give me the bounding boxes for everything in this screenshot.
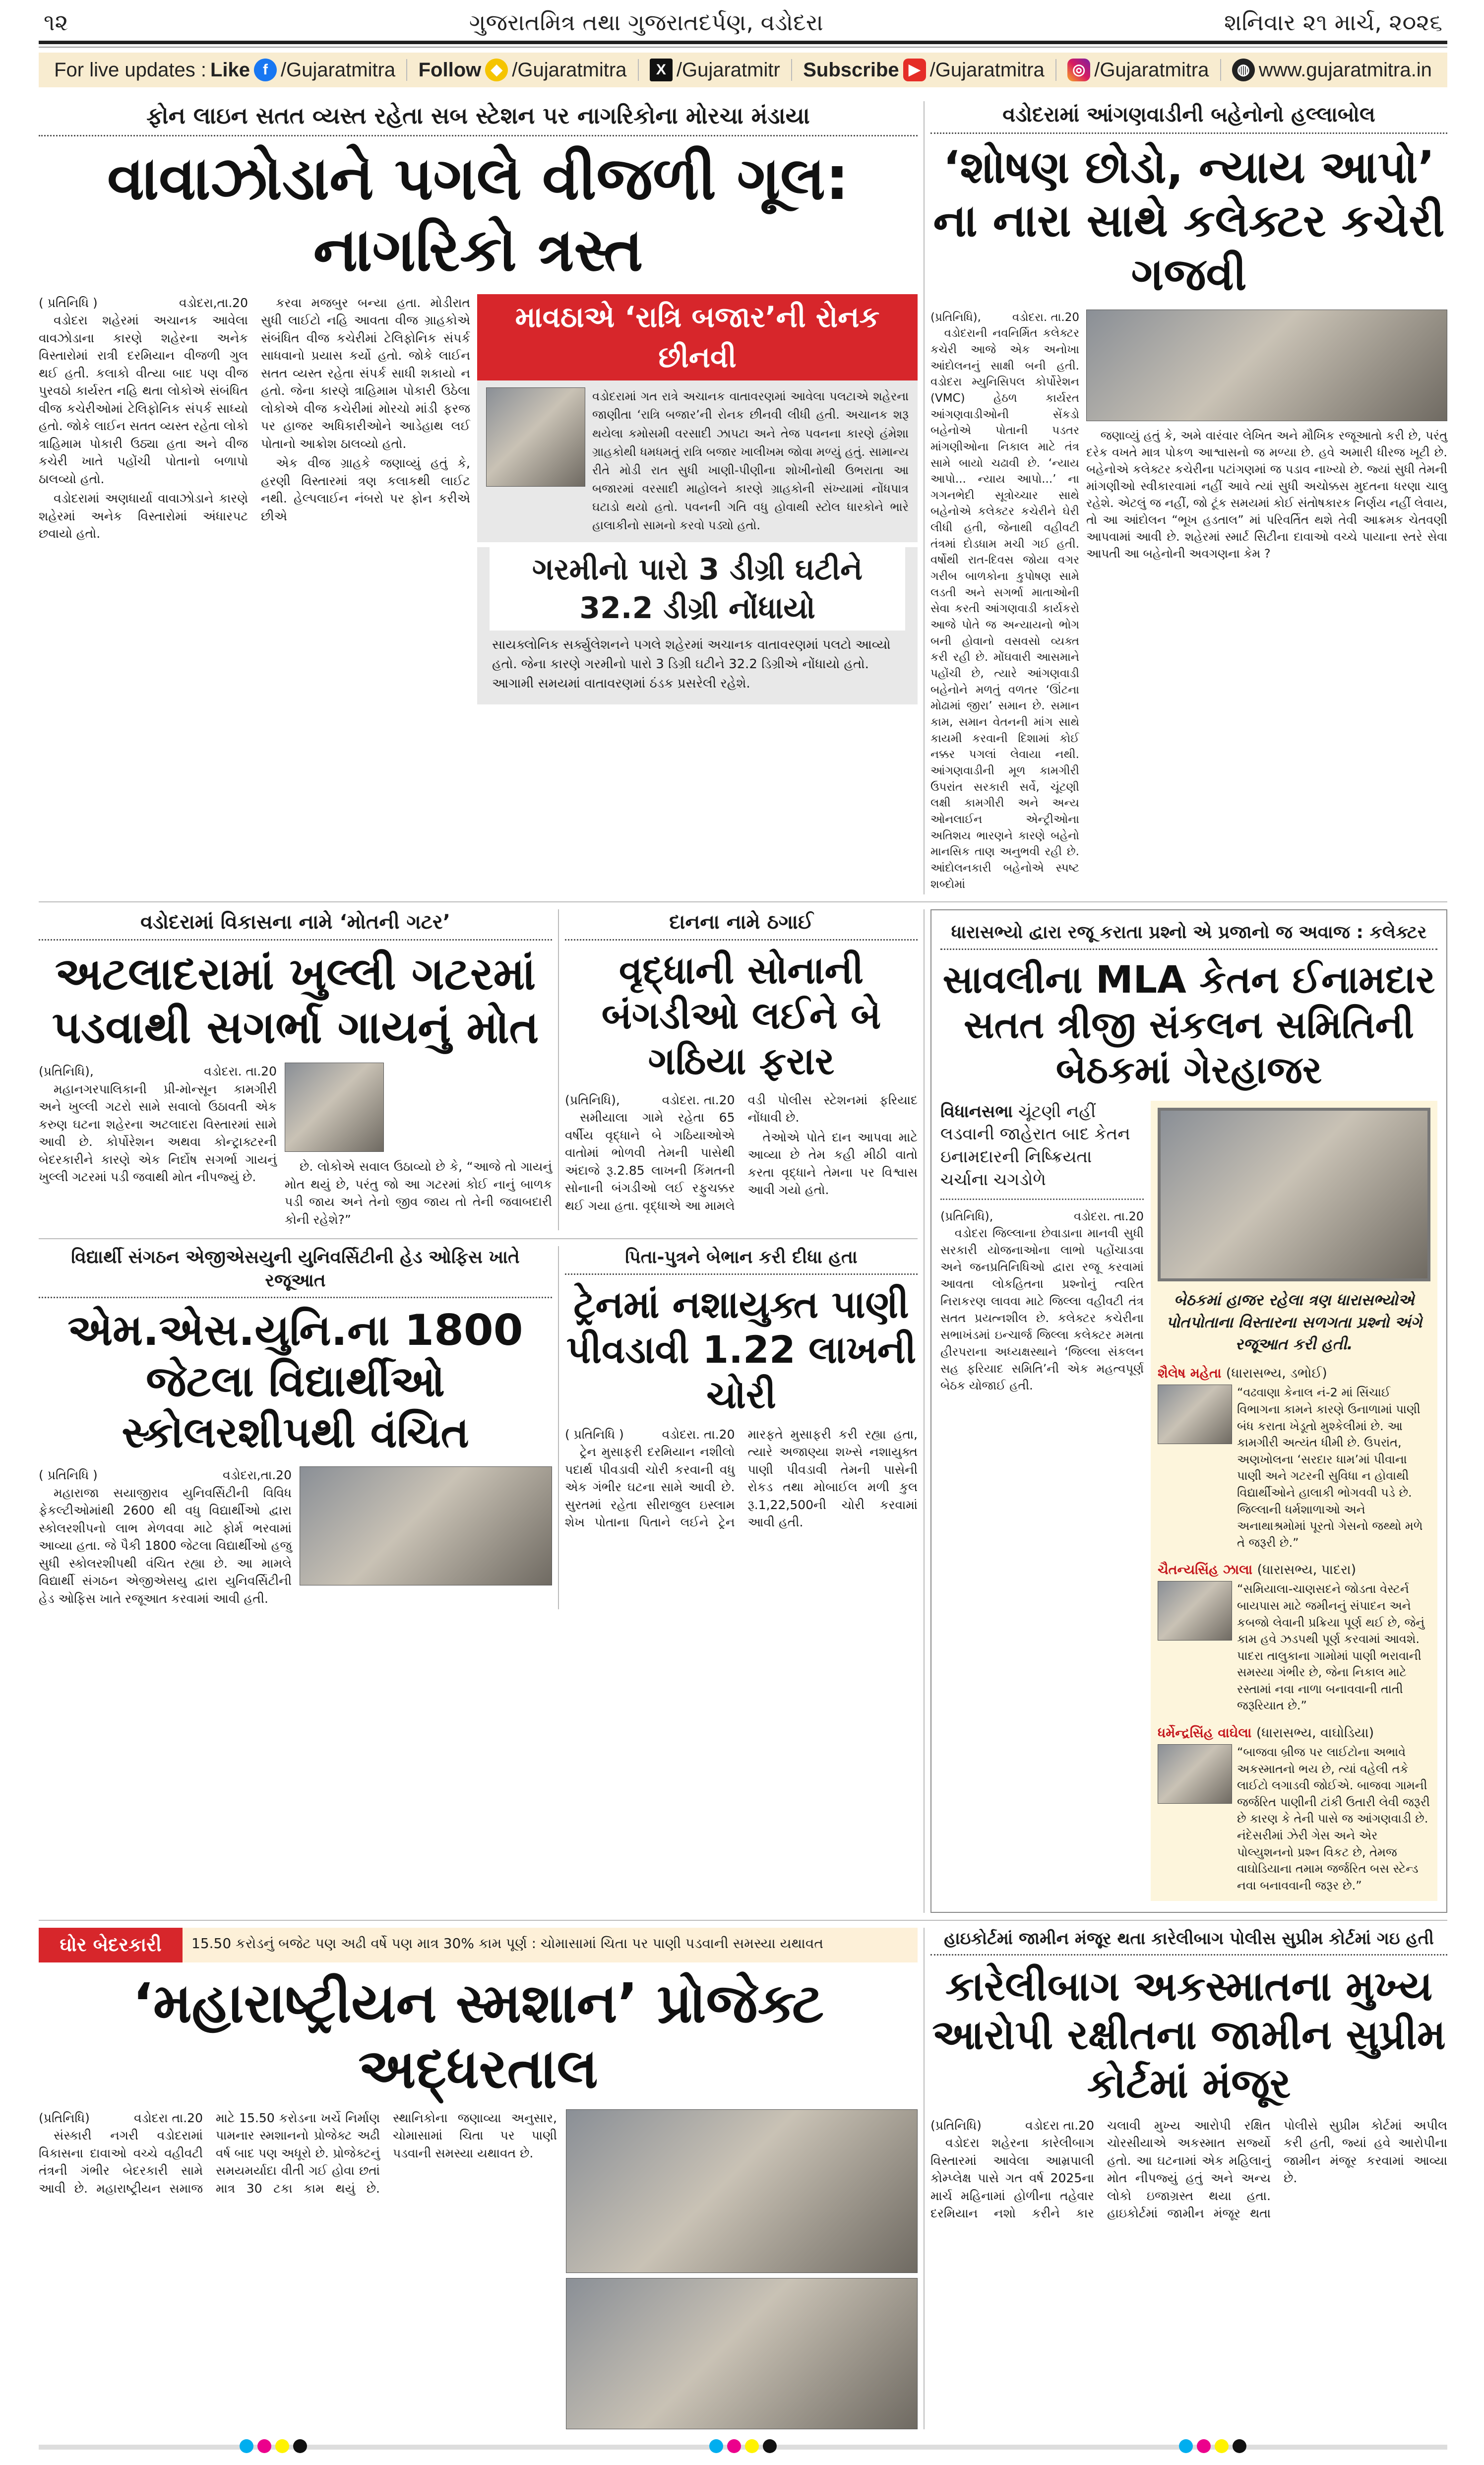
globe-icon: ◍	[1232, 59, 1255, 81]
byline: ( પ્રતિનિધિ )	[39, 295, 98, 310]
byline: (પ્રતિનિધિ)	[930, 2118, 982, 2133]
box-text: વડોદરામાં ગત રાત્રે અચાનક વાતાવરણમાં આવેલા પલટાએ શહેરના જાણીતા ‘રાત્રિ બજાર’ની રોનક છીનવી લીધી હતી. અચાનક શરૂ થયેલા કમોસમી વરસાદી ઝાપટા અને તેજ પવનના કારણે હંમેશા ગ્રાહકોથી ધમધમતું રાત્રિ બજાર ખાલીખમ જોવા મળ્યું હતું. સામાન્ય રીતે મોડી રાત સુધી ખાણી-પીણીના શોખીનોથી ઉભરાતા આ બજારમાં વરસાદી માહોલને કારણે ગ્રાહકોની સંખ્યામાં નોંધપાત્ર ઘટાડો થયો હતો. પવનની ગતિ વધુ હોવાથી સ્ટોલ ધારકોને ભારે હાલાકીનો સામનો કરવો પડ્યો હતો.	[592, 389, 909, 533]
live-updates-label: For live updates :	[54, 59, 206, 81]
mla-article-box	[930, 909, 1447, 1913]
anganwadi-right	[1086, 310, 1447, 895]
article-headline[interactable]: અટલાદરામાં ખુલ્લી ગટરમાં પડવાથી સગર્ભા ગાયનું મોત	[52, 948, 539, 1054]
article-body	[39, 294, 470, 704]
box-headline[interactable]: ગરમીનો પારો 3 ડીગ્રી ઘટીને 32.2 ડીગ્રી નોંધાયો	[490, 547, 905, 631]
x-icon: X	[650, 59, 673, 81]
article-headline[interactable]: ‘શોષણ છોડો, ન્યાય આપો’ ના નારા સાથે કલેક્ટર કચેરી ગજવી	[933, 141, 1445, 301]
column-divider	[924, 909, 925, 1913]
row-bottom	[39, 1920, 1447, 2429]
author-role: (ધારાસભ્ય, પાદરા)	[1257, 1562, 1357, 1578]
article-body	[930, 2117, 1447, 2222]
mla-portrait	[1158, 1744, 1232, 1804]
article-headline[interactable]: વૃદ્ધાની સોનાની બંગડીઓ લઈને બે ગઠિયા ફરાર	[601, 948, 881, 1083]
subhead-text: ચૂંટણી નહીં લડવાની જાહેરાત બાદ કેતન ઇનામદારની નિષ્ક્રિયતા ચર્ચાના ચગડોળે	[940, 1101, 1130, 1190]
byline: ( પ્રતિનિધિ )	[39, 1468, 98, 1483]
crematorium-article	[39, 1928, 918, 2429]
author-role: (ધારાસભ્ય, વાઘોડિયા)	[1256, 1725, 1374, 1741]
sewer-photo	[285, 1063, 384, 1152]
snapchat-link[interactable]	[419, 59, 627, 81]
byline: (પ્રતિનિધિ),	[39, 1064, 94, 1079]
meeting-photo	[1158, 1108, 1430, 1281]
mla-portrait	[1158, 1385, 1232, 1444]
article-body	[565, 1426, 918, 1532]
article-body	[1086, 427, 1447, 563]
article-kicker: ફોન લાઇન સતત વ્યસ્ત રહેતા સબ સ્ટેશન પર નાગરિકોના મોરચા મંડાયા	[39, 101, 918, 136]
article-strap: 15.50 કરોડનું બજેટ પણ અઢી વર્ષે પણ માત્ર 30% કામ પૂર્ણ : ચોમાસામાં ચિતા પર પાણી પડવાની સમસ્યા યથાવત	[183, 1928, 918, 1962]
snapchat-icon: ◆	[485, 59, 508, 81]
youtube-handle: /Gujaratmitra	[929, 59, 1045, 81]
msu-article	[39, 1246, 552, 1609]
dateline: વડોદરા,તા.20	[223, 1468, 292, 1483]
body-paragraph: સમીયાલા ગામે રહેતા 65 વર્ષીય વૃદ્ધાને બે ગઠિયાઓએ વાતોમાં ભોળવી તેમની પાસેથી અંદાજે રૂ.2.85 લાખની કિંમતની સોનાની બંગડીઓ લઈ રફુચક્કર થઈ ગયા હતા. વૃદ્ધાએ આ મામલે વડી પોલીસ સ્ટેશનમાં ફરિયાદ નોંધાવી છે.	[565, 1092, 918, 1213]
byline-row	[39, 1466, 292, 1484]
instagram-handle: /Gujaratmitra	[1094, 59, 1209, 81]
article-kicker: વિદ્યાર્થી સંગઠન એજીએસયુની યુનિવર્સિટીની હેડ ઓફિસ ખાતે રજૂઆત	[39, 1246, 552, 1298]
train-article	[565, 1246, 918, 1609]
quote-author	[1158, 1366, 1430, 1382]
middle-left	[39, 909, 918, 1913]
article-body	[39, 1063, 277, 1230]
quote-text: “સમિયાલા-ચાણસદને જોડતા વેસ્ટર્ન બાયપાસ માટે જમીનનું સંપાદન અને કબજો લેવાની પ્રક્રિયા પૂર્ણ થઈ છે, જેનું કામ હવે ઝડપથી પૂર્ણ કરવામાં આવશે. પાદરા તાલુકાના ગામોમાં પાણી ભરાવાની સમસ્યા ગંભીર છે, જેના નિકાલ માટે રસ્તામાં નવા નાળા બનાવવાની તાતી જરૂરિયાત છે.”	[1237, 1582, 1425, 1713]
body-paragraph: વડોદરા શહેરમાં અચાનક આવેલા વાવઝોડાના કારણે શહેરના અનેક વિસ્તારોમાં રાત્રી દરમિયાન વીજળી ગુલ થઈ હતી. કલાકો વીત્યા બાદ પણ વીજ પુરવઠો કાર્યરત નહિ થતા લોકોએ સંબંધિત વીજ કચેરીઓમાં ટેલિફોનિક સંપર્ક સાધ્યો હતો. જોકે લાઈન સતત વ્યસ્ત રહેતા લોકો ત્રાહિમામ પોકારી ઉઠ્યા હતા અને વીજ કચેરી ખાતે પહોંચી પોતાનો બળાપો ઠાલવ્યો હતો.	[39, 313, 248, 486]
night-market-photo	[486, 387, 585, 487]
byline-row	[930, 310, 1079, 326]
karelibaug-article	[930, 1928, 1447, 2429]
byline: (પ્રતિનિધિ),	[930, 311, 981, 324]
quote-item	[1158, 1562, 1430, 1714]
color-marks	[1177, 2439, 1248, 2455]
page-header	[39, 9, 1447, 41]
heat-box	[477, 547, 918, 704]
article-body	[930, 310, 1079, 895]
quote-text: “વઢવાણા કેનાલ નં-2 માં સિંચાઈ વિભાગના કામને કારણે ઉનાળામાં પાણી બંધ કરાતા ખેડૂતો મુશ્કેલીમાં છે. આ કામગીરી અત્યંત ધીમી છે. ઉપરાંત, અણખોલના ‘સરદાર ધામ’માં પીવાના પાણી અને ગટરની સુવિધા ન હોવાથી વિદ્યાર્થીઓને હાલાકી ભોગવવી પડે છે. જિલ્લાની ધર્મશાળાઓ અને અનાથાશ્રમોમાં પૂરતો ગેસનો જથ્થો મળે તે જરૂરી છે.”	[1237, 1386, 1423, 1550]
dateline: વડોદરા. તા.20	[204, 1064, 277, 1079]
crematorium-photos	[566, 2109, 918, 2429]
body-paragraph: કરવા મજબુર બન્યા હતા. મોડીરાત સુધી લાઈટો નહિ આવતા વીજ ગ્રાહકોએ સંબંધિત વીજ કચેરીમાં ટેલિફોનિક સંપર્ક સાધવાનો પ્રયાસ કર્યો હતો. જોકે લાઈન સતત વ્યસ્ત રહેતા સંપર્ક સાધી શકાયો ન હતો. જેના કારણે ત્રાહિમામ પોકારી ઉઠેલા લોકોએ વીજ કચેરીમાં મોરચો માંડી ફરજ પર હાજર અધિકારીઓને આડેહાથ લઈ પોતાનો આક્રોશ ઠાલવ્યો હતો.	[261, 295, 470, 451]
body-paragraph: ટ્રેન મુસાફરી દરમિયાન નશીલો પદાર્થ પીવડાવી ચોરી કરવાની વધુ એક ગંભીર ઘટના સામે આવી છે. સુરતમાં રહેતા સીરાજુલ ઇસ્લામ શેખ પોતાના પિતાને લઈને ટ્રેન મારફતે મુસાફરી કરી રહ્યા હતા, ત્યારે અજાણ્યા શખ્સે નશાયુક્ત પાણી પીવડાવી તેમની પાસેની રોકડ તથા મોબાઈલ મળી કુલ રૂ.1,22,500ની ચોરી કરવામાં આવી હતી.	[565, 1427, 918, 1530]
website-link[interactable]	[1232, 59, 1432, 81]
instagram-icon: ◎	[1067, 59, 1090, 81]
dateline: વડોદરા,તા.20	[179, 295, 248, 310]
column-divider	[924, 101, 925, 894]
subhead-bold: વિધાનસભા	[940, 1101, 1013, 1122]
article-headline[interactable]: સાવલીના MLA કેતન ઈનામદાર સતત ત્રીજી સંકલન સમિતિની બેઠકમાં ગેરહાજર	[942, 957, 1435, 1092]
quote-row	[1158, 1581, 1430, 1714]
byline: (પ્રતિનિધિ),	[940, 1209, 993, 1224]
website-url: www.gujaratmitra.in	[1258, 59, 1432, 81]
byline-row	[940, 1208, 1144, 1225]
quote-item	[1158, 1725, 1430, 1894]
row-top	[39, 94, 1447, 894]
page-number: ૧૨	[44, 9, 68, 36]
column-divider	[924, 1928, 925, 2429]
article-body	[39, 2109, 557, 2429]
subscribe-label: Subscribe	[803, 59, 899, 81]
box-content	[477, 380, 918, 535]
protest-photo	[1086, 310, 1447, 421]
article-body	[285, 1158, 552, 1228]
author-role: (ધારાસભ્ય, ડભોઈ)	[1226, 1366, 1327, 1382]
body-paragraph: મહારાજા સયાજીરાવ યુનિવર્સિટીની વિવિધ ફેકલ્ટીઓમાંથી 2600 થી વધુ વિદ્યાર્થીઓ દ્વારા સ્કોલરશીપનો લાભ મેળવવા માટે ફોર્મ ભરવામાં આવ્યા હતા. જે પૈકી 1800 જેટલા વિદ્યાર્થીઓ હજુ સુધી સ્કોલરશીપથી વંચિત રહ્યા છે. આ મામલે વિદ્યાર્થી સંગઠન એજીએસયુ દ્વારા યુનિવર્સિટીની હેડ ઓફિસ ખાતે રજૂઆત કરવામાં આવી હતી.	[39, 1485, 292, 1606]
crematorium-strap-row	[39, 1928, 918, 1962]
header-rule	[39, 41, 1447, 44]
divider	[791, 59, 792, 81]
atladara-right	[285, 1063, 552, 1230]
column-divider	[558, 909, 559, 1230]
issue-date: શનિવાર ૨૧ માર્ચ, ૨૦૨૬	[1224, 9, 1442, 36]
header-rule-thin	[39, 47, 1447, 48]
quote-text: “બાજવા બ્રીજ પર લાઈટોના અભાવે અકસ્માતનો ભય છે, ત્યાં વહેલી તકે લાઈટો લગાડવી જોઈએ. બાજવા ગામની જર્જરિત પાણીની ટાંકી ઉતારી લેવી જરૂરી છે કારણ કે તેની પાસે જ આંગણવાડી છે. નંદેસરીમાં ઝેરી ગેસ અને એર પોલ્યુશનનો પ્રશ્ન વિકટ છે, તેમજ વાઘોડિયાના તમામ જર્જરિત બસ સ્ટેન્ડ નવા બનાવવાની જરૂર છે.”	[1237, 1745, 1430, 1893]
dateline: વડોદરા તા.20	[1025, 2118, 1094, 2133]
quote-author	[1158, 1562, 1430, 1578]
x-link[interactable]	[650, 59, 780, 81]
dateline: વડોદરા. તા.20	[662, 1092, 735, 1107]
mla-sidebar	[1151, 1101, 1437, 1901]
bangles-article	[565, 909, 918, 1230]
article-kicker: હાઇકોર્ટમાં જામીન મંજૂર થતા કારેલીબાગ પોલીસ સુપ્રીમ કોર્ટમાં ગઇ હતી	[930, 1928, 1447, 1955]
publication-name: ગુજરાતમિત્ર તથા ગુજરાતદર્પણ, વડોદરા	[469, 9, 823, 36]
article-body	[565, 1091, 918, 1215]
byline-row	[39, 2109, 203, 2127]
body-paragraph: વડોદરા શહેરના કારેલીબાગ વિસ્તારમાં આવેલા આમ્રપાલી કોમ્પ્લેક્ષ પાસે ગત વર્ષ 2025ના માર્ચ મહિનામાં હોળીના તહેવાર દરમિયાન નશો કરીને કાર ચલાવી મુખ્ય આરોપી રક્ષિત ચોરસીયાએ અકસ્માત સર્જ્યો હતો. આ ઘટનામાં એક મહિલાનું મોત નીપજ્યું હતું અને અન્ય લોકો ઇજાગ્રસ્ત થયા હતા. હાઇકોર્ટમાં જામીન મંજૂર થતા પોલીસે સુપ્રીમ કોર્ટમાં અપીલ કરી હતી, જ્યાં હવે આરોપીના જામીન મંજૂર કરવામાં આવ્યા છે.	[930, 2118, 1447, 2221]
divider	[638, 59, 639, 81]
column-divider	[558, 1246, 559, 1609]
snapchat-handle: /Gujaratmitra	[512, 59, 627, 81]
body-paragraph: એક વીજ ગ્રાહકે જણાવ્યું હતું કે, હરણી વિસ્તારમાં ત્રણ કલાકથી લાઈટ નથી. હેલ્પલાઈન નંબરો પર ફોન કરીએ છીએ	[261, 456, 470, 523]
article-kicker: વડોદરામાં વિકાસના નામે ‘મોતની ગટર’	[39, 909, 552, 941]
article-headline[interactable]: ‘મહારાષ્ટ્રીયન સ્મશાન’ પ્રોજેક્ટ અદ્ધરતાલ	[132, 1971, 824, 2100]
divider	[1055, 59, 1056, 81]
divider	[1220, 59, 1221, 81]
facebook-link[interactable]	[54, 59, 395, 81]
registration-strip	[39, 2439, 1447, 2455]
body-paragraph: વડોદરાની નવનિર્મિત કલેક્ટર કચેરી આજે એક અનોખા આંદોલનનું સાક્ષી બની હતી. વડોદરા મ્યુનિસિપલ કોર્પોરેશન (VMC) હેઠળ કાર્યરત આંગણવાડીઓની સેંકડો બહેનોએ પોતાની પડતર માંગણીઓના નિકાલ માટે તંત્ર સામે બાયો ચઢાવી છે. ‘ન્યાય આપો... ન્યાય આપો...’ ના ગગનભેદી સૂત્રોચ્ચાર સાથે બહેનોએ કલેક્ટર કચેરીને ઘેરી લીધી હતી, જેનાથી વહીવટી તંત્રમાં દોડધામ મચી ગઈ હતી. વર્ષોથી રાત-દિવસ જોયા વગર ગરીબ બાળકોના કુપોષણ સામે લડતી અને સગર્ભા માતાઓની સેવા કરતી આંગણવાડી કાર્યકરો આજે પોતે જ અન્યાયનો ભોગ બની હોવાનો વસવસો વ્યક્ત કરી રહી છે. મોંઘવારી આસમાને પહોંચી છે, ત્યારે આંગણવાડી બહેનોને મળતું વળતર ‘ઊંટના મોઢામાં જીરા’ સમાન છે. સમાન કામ, સમાન વેતનની માંગ સાથે કાયમી કરવાની દિશામાં કોઈ નક્કર પગલાં લેવાયા નથી. આંગણવાડીની મૂળ કામગીરી ઉપરાંત સરકારી સર્વે, ચૂંટણી લક્ષી કામગીરી અને અન્ય ઓનલાઈન એન્ટ્રીઓના અતિશય ભારણને કારણે બહેનો માનસિક તાણ અનુભવી રહી છે. આંદોલનકારી બહેનોએ સ્પષ્ટ શબ્દોમાં	[930, 327, 1079, 891]
dateline: વડોદરા. તા.20	[1073, 1209, 1144, 1224]
body-paragraph: જણાવ્યું હતું કે, અમે વારંવાર લેખિત અને મૌખિક રજૂઆતો કરી છે, પરંતુ દરેક વખતે માત્ર પોકળ આશ્વાસનો જ મળ્યા છે. હવે અમારી ધીરજ ખૂટી છે. બહેનોએ કલેક્ટર કચેરીના પટાંગણમાં જ પડાવ નાખ્યો છે. જ્યાં સુધી તેમની માંગણીઓ સ્વીકારવામાં નહીં આવે ત્યાં સુધી અચોક્કસ મુદતના ધરણા ચાલુ રહેશે. એટલું જ નહીં, જો ટૂંક સમયમાં કોઈ સંતોષકારક નિર્ણય નહીં લેવાય, તો આ આંદોલન “ભૂખ હડતાલ” માં પરિવર્તિત થશે તેવી આક્રમક ચેતવણી આપવામાં આવી છે. શહેરમાં સ્માર્ટ સિટીના દાવાઓ વચ્ચે પાયાના સ્તરે સેવા આપતી આ બહેનોની અવગણના કેમ ?	[1086, 428, 1447, 561]
anganwadi-article	[930, 101, 1447, 894]
color-marks	[238, 2439, 309, 2455]
power-content	[39, 294, 918, 704]
facebook-icon: f	[254, 59, 277, 81]
students-photo	[300, 1466, 552, 1585]
byline: (પ્રતિનિધિ)	[39, 2110, 90, 2125]
crematorium-photo-1	[566, 2109, 918, 2273]
side-boxes	[477, 294, 918, 704]
body-paragraph: મહાનગરપાલિકાની પ્રી-મોન્સૂન કામગીરી અને ખુલ્લી ગટરો સામે સવાલો ઉઠાવતી એક કરુણ ઘટના શહેરના અટલાદરા વિસ્તારમાં સામે આવી છે. કોર્પોરેશન અથવા કોન્ટ્રાક્ટરની બેદરકારીને કારણે એક નિર્દોષ સગર્ભા ગાયનું ખુલ્લી ગટરમાં પડી જવાથી મોત નીપજ્યું છે.	[39, 1081, 277, 1185]
quote-row	[1158, 1744, 1430, 1894]
mla-content	[940, 1101, 1437, 1901]
msu-content	[39, 1466, 552, 1609]
row-msu-train	[39, 1238, 918, 1609]
section-tag: ઘોર બેદરકારી	[39, 1928, 183, 1962]
like-label: Like	[210, 59, 250, 81]
mla-quotes	[1158, 1366, 1430, 1894]
article-kicker: દાનના નામે ઠગાઈ	[565, 909, 918, 941]
facebook-handle: /Gujaratmitra	[280, 59, 396, 81]
youtube-icon: ▶	[903, 59, 926, 81]
byline-row	[565, 1426, 735, 1444]
article-headline[interactable]: કારેલીબાગ અકસ્માતના મુખ્ય આરોપી રક્ષીતના જામીન સુપ્રીમ કોર્ટમાં મંજૂર	[932, 1962, 1446, 2108]
color-marks	[707, 2439, 779, 2455]
mla-left	[940, 1101, 1144, 1901]
body-paragraph: સંસ્કારી નગરી વડોદરામાં વિકાસના દાવાઓ વચ્ચે વહીવટી તંત્રની ગંભીર બેદરકારી સામે આવી છે. મહારાષ્ટ્રીયન સમાજ માટે 15.50 કરોડના ખર્ચે નિર્માણ પામનાર સ્મશાનનો પ્રોજેક્ટ અઢી વર્ષ બાદ પણ અધૂરો છે. પ્રોજેક્ટનું સમયમર્યાદા વીતી ગઈ હોવા છતાં માત્ર 30 ટકા કામ થયું છે. સ્થાનિકોના જણાવ્યા અનુસાર, ચોમાસામાં ચિતા પર પાણી પડવાની સમસ્યા યથાવત છે.	[39, 2110, 557, 2196]
dateline: વડોદરા તા.20	[134, 2110, 203, 2125]
quote-item	[1158, 1366, 1430, 1551]
atladara-content	[39, 1063, 552, 1230]
body-paragraph: તેઓએ પોતે દાન આપવા માટે આવ્યા છે તેમ કહી મીઠી વાતો કરતા વૃદ્ધાને તેમના પર વિશ્વાસ આવી ગયો હતો.	[747, 1130, 918, 1198]
instagram-link[interactable]	[1067, 59, 1209, 81]
box-body: સાયક્લોનિક સર્ક્યુલેશનને પગલે શહેરમાં અચાનક વાતાવરણમાં પલટો આવ્યો હતો. જેના કારણે ગરમીનો પારો 3 ડિગ્રી ઘટીને 32.2 ડિગ્રીએ નોંધાયો હતો. આગામી સમયમાં વાતાવરણમાં ઠંડક પ્રસરેલી રહેશે.	[492, 637, 891, 691]
byline: (પ્રતિનિધિ),	[565, 1092, 620, 1107]
author-name: શૈલેષ મહેતા	[1158, 1366, 1222, 1382]
quote-author	[1158, 1725, 1430, 1741]
quote-row	[1158, 1385, 1430, 1551]
x-handle: /Gujaratmitr	[676, 59, 780, 81]
article-kicker: વડોદરામાં આંગણવાડીની બહેનોનો હલ્લાબોલ	[930, 101, 1447, 134]
crematorium-content	[39, 2109, 918, 2429]
row-atladara-bangles	[39, 909, 918, 1230]
anganwadi-content	[930, 310, 1447, 895]
byline-row	[930, 2117, 1094, 2135]
article-headline[interactable]: ટ્રેનમાં નશાયુક્ત પાણી પીવડાવી 1.22 લાખની ચોરી	[566, 1282, 917, 1417]
author-name: ધર્મેન્દ્રસિંહ વાઘેલા	[1158, 1725, 1252, 1741]
divider	[406, 59, 407, 81]
crematorium-photo-2	[566, 2278, 918, 2429]
row-middle	[39, 901, 1447, 1913]
youtube-link[interactable]	[803, 59, 1045, 81]
article-body	[39, 1466, 292, 1609]
byline: ( પ્રતિનિધિ )	[565, 1427, 624, 1442]
mla-portrait	[1158, 1581, 1232, 1641]
byline-row	[565, 1091, 735, 1109]
byline-row	[39, 294, 248, 312]
night-market-box	[477, 294, 918, 542]
article-kicker: ધારાસભ્યો દ્વારા રજૂ કરાતા પ્રશ્નો એ પ્રજાનો જ અવાજ : કલેક્ટર	[940, 921, 1437, 950]
box-headline[interactable]: માવઠાએ ‘રાત્રિ બજાર’ની રોનક છીનવી	[477, 294, 918, 380]
body-paragraph: વડોદરામાં અણધાર્યા વાવાઝોડાને કારણે શહેરમાં અનેક વિસ્તારોમાં અંધારપટ છવાયો હતો.	[39, 491, 248, 541]
body-paragraph: વડોદરા જિલ્લાના છેવાડાના માનવી સુધી સરકારી યોજનાઓના લાભો પહોંચાડવા અને જનપ્રતિનિધિઓ દ્વારા રજૂ કરવામાં આવતા લોકહિતના પ્રશ્નોનું ત્વરિત નિરાકરણ લાવવા માટે જિલ્લા વહીવટી તંત્ર સતત પ્રયત્નશીલ છે. કલેક્ટર કચેરીના સભાખંડમાં ઇન્ચાર્જ જિલ્લા કલેક્ટર મમતા હીરપરાના અધ્યક્ષસ્થાને ‘જિલ્લા સંકલન સહ ફરિયાદ સમિતિ’ની એક મહત્વપૂર્ણ બેઠક યોજાઈ હતી.	[940, 1226, 1144, 1392]
dateline: વડોદરા. તા.20	[662, 1427, 735, 1442]
follow-label: Follow	[418, 59, 482, 81]
article-subhead	[940, 1101, 1144, 1201]
article-kicker: પિતા-પુત્રને બેભાન કરી દીધા હતા	[565, 1246, 918, 1275]
byline-row	[39, 1063, 277, 1080]
photo-caption: બેઠકમાં હાજર રહેલા ત્રણ ધારાસભ્યોએ પોતપોતાના વિસ્તારના સળગતા પ્રશ્નો અંગે રજૂઆત કરી હતી.	[1166, 1291, 1422, 1354]
article-headline[interactable]: એમ.એસ.યુનિ.ના 1800 જેટલા વિદ્યાર્થીઓ સ્કોલરશીપથી વંચિત	[67, 1305, 523, 1458]
dateline: વડોદરા. તા.20	[1012, 311, 1079, 324]
body-paragraph: છે. લોકોએ સવાલ ઉઠાવ્યો છે કે, “આજે તો ગાયનું મોત થયું છે, પરંતુ જો આ ગટરમાં કોઈ નાનું બાળક પડી જાય અને તેનો જીવ જાય તો તેની જવાબદારી કોની રહેશે?”	[285, 1159, 552, 1227]
article-headline[interactable]: વાવાઝોડાને પગલે વીજળી ગૂલ: નાગરિકો ત્રસ્ત	[107, 144, 849, 285]
author-name: ચૈતન્યસિંહ ઝાલા	[1158, 1562, 1253, 1578]
social-bar	[39, 53, 1447, 87]
power-article	[39, 101, 918, 894]
article-body	[940, 1208, 1144, 1394]
atladara-article	[39, 909, 552, 1230]
